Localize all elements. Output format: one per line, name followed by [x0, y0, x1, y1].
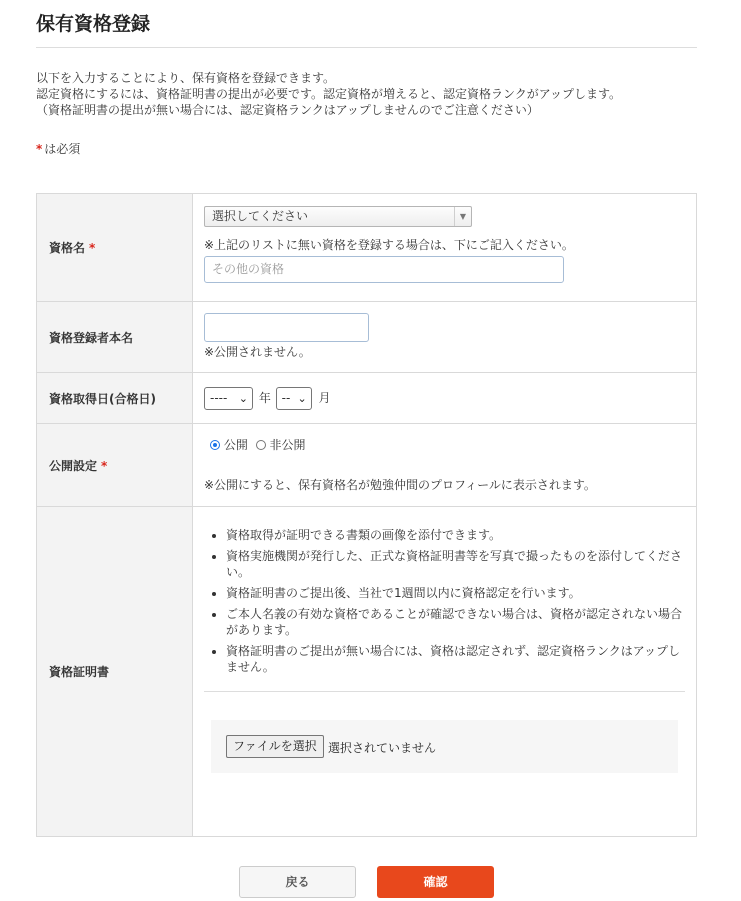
required-star: *	[101, 458, 108, 473]
qualification-select[interactable]	[204, 206, 472, 227]
divider	[204, 691, 685, 692]
month-unit: 月	[318, 390, 331, 405]
qualification-note: ※上記のリストに無い資格を登録する場合は、下にご記入ください。	[204, 238, 574, 252]
certificate-label-cell	[37, 507, 193, 837]
file-upload-area	[211, 720, 678, 773]
visibility-options	[210, 436, 685, 453]
other-qualification-input[interactable]	[204, 256, 564, 283]
list-item: • ご本人名義の有効な資格であることが確認できない場合は、資格が認定されない場合があります。	[226, 606, 685, 638]
choose-file-button[interactable]: ファイルを選択	[226, 735, 324, 758]
row-real-name	[37, 302, 697, 373]
month-select[interactable]	[276, 387, 312, 410]
qualification-label-cell	[37, 194, 193, 302]
visibility-note: ※公開にすると、保有資格名が勉強仲間のプロフィールに表示されます。	[204, 478, 596, 492]
visibility-label-cell	[37, 424, 193, 507]
list-item: • 資格実施機関が発行した、正式な資格証明書等を写真で撮ったものを添付してください。	[226, 548, 685, 580]
month-select-value: --	[281, 390, 291, 405]
year-select[interactable]	[204, 387, 253, 410]
file-status: 選択されていません	[328, 741, 437, 755]
row-certificate	[37, 507, 697, 837]
required-legend-text: は必須	[44, 142, 81, 156]
year-unit: 年	[258, 390, 271, 405]
qualification-form	[36, 193, 697, 837]
chevron-down-icon: ▼	[454, 207, 471, 226]
visibility-label: 公開設定	[49, 458, 98, 473]
other-qualification-placeholder: その他の資格	[212, 262, 285, 276]
row-acquired-date	[37, 373, 697, 424]
confirm-button[interactable]: 確認	[377, 866, 494, 898]
page	[36, 0, 697, 755]
intro-text	[36, 70, 697, 118]
real-name-note: ※公開されません。	[204, 345, 311, 359]
list-item: • 資格証明書のご提出が無い場合には、資格は認定されず、認定資格ランクはアップしません。	[226, 643, 685, 675]
certificate-notes	[204, 527, 685, 675]
row-visibility	[37, 424, 697, 507]
chevron-down-icon: ⌄	[238, 391, 248, 405]
acquired-date-label-cell	[37, 373, 193, 424]
list-item: • 資格証明書のご提出後、当社で1週間以内に資格認定を行います。	[226, 585, 685, 601]
qualification-label: 資格名	[49, 241, 86, 255]
real-name-label-cell	[37, 302, 193, 373]
intro-line: 以下を入力することにより、保有資格を登録できます。	[36, 71, 336, 85]
real-name-label: 資格登録者本名	[49, 330, 134, 345]
intro-line: （資格証明書の提出が無い場合には、認定資格ランクはアップしませんのでご注意ください）	[36, 103, 539, 117]
row-qualification	[37, 194, 697, 302]
radio-private-label[interactable]: 非公開	[269, 438, 306, 452]
required-legend	[36, 140, 697, 157]
radio-public-label[interactable]: 公開	[223, 438, 248, 452]
back-button[interactable]: 戻る	[239, 866, 356, 898]
page-title: 保有資格登録	[36, 0, 697, 48]
qualification-select-value: 選択してください	[212, 209, 309, 223]
chevron-down-icon: ⌄	[297, 391, 307, 405]
radio-public[interactable]	[210, 440, 220, 450]
required-star: *	[36, 142, 43, 156]
radio-private[interactable]	[256, 440, 266, 450]
year-select-value: ----	[210, 390, 228, 405]
acquired-date-label: 資格取得日(合格日)	[49, 391, 156, 406]
intro-line: 認定資格にするには、資格証明書の提出が必要です。認定資格が増えると、認定資格ランクがアップします。	[36, 87, 622, 101]
required-star: *	[89, 241, 96, 255]
certificate-label: 資格証明書	[49, 665, 110, 679]
list-item: • 資格取得が証明できる書類の画像を添付できます。	[226, 527, 685, 543]
real-name-input[interactable]	[204, 313, 369, 342]
